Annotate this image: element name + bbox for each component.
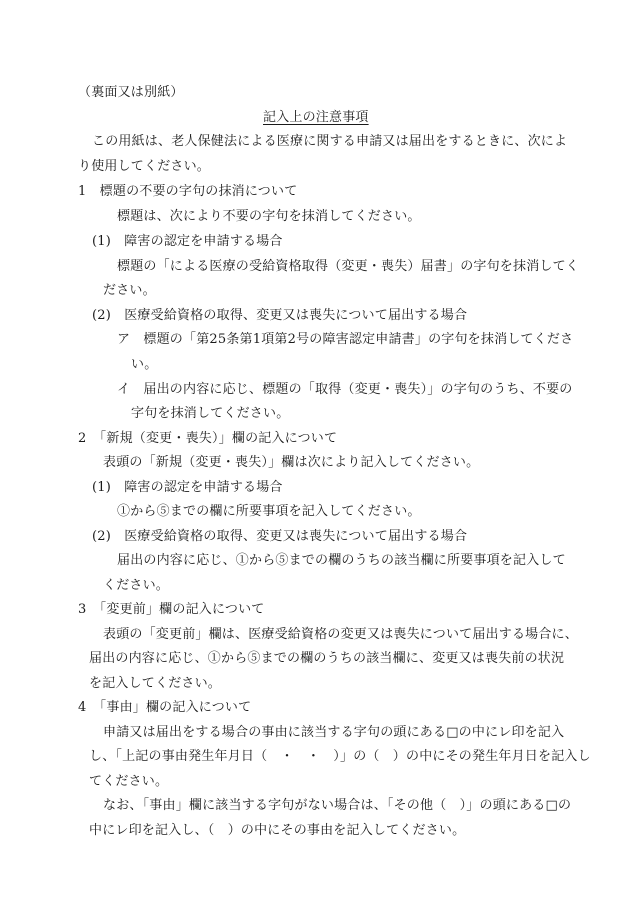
section-1-sub1-text-2: ださい。 [103, 283, 156, 298]
header-note: （裏面又は別紙） [78, 85, 184, 100]
section-1-sub1-text-1: 標題の「による医療の受給資格取得（変更・喪失）届書」の字句を抹消してく [117, 259, 580, 274]
section-3-text-1: 表頭の「変更前」欄は、医療受給資格の変更又は喪失について届出する場合に、 [103, 627, 578, 642]
intro-line-2: り使用してください。 [78, 159, 211, 174]
section-2-sub2-heading: (2) 医療受給資格の取得、変更又は喪失について届出する場合 [92, 529, 468, 544]
section-1-heading: 1 標題の不要の字句の抹消について [78, 184, 298, 199]
section-1-item-i-2: 字句を抹消してください。 [131, 406, 290, 421]
section-4-text1-3: てください。 [89, 774, 169, 789]
section-1-text: 標題は、次により不要の字句を抹消してください。 [117, 209, 421, 224]
section-2-sub1-text: ①から⑤までの欄に所要事項を記入してください。 [117, 504, 421, 519]
section-2-text: 表頭の「新規（変更・喪失）」欄は次により記入してください。 [103, 455, 480, 470]
section-2-sub1-heading: (1) 障害の認定を申請する場合 [92, 480, 283, 495]
section-1-item-a-1: ア 標題の「第25条第1項第2号の障害認定申請書」の字句を抹消してくださ [117, 332, 574, 347]
section-1-sub2-heading: (2) 医療受給資格の取得、変更又は喪失について届出する場合 [92, 308, 468, 323]
section-4-text2-2: 中にレ印を記入し、（ ）の中にその事由を記入してください。 [89, 823, 466, 838]
section-3-heading: 3 「変更前」欄の記入について [78, 602, 265, 617]
section-1-item-a-2: い。 [131, 357, 158, 372]
section-3-text-2: 届出の内容に応じ、①から⑤までの欄のうちの該当欄に、変更又は喪失前の状況 [89, 651, 565, 666]
section-3-text-3: を記入してください。 [89, 676, 222, 691]
section-1-sub1-heading: (1) 障害の認定を申請する場合 [92, 234, 283, 249]
section-4-text2-1: なお、「事由」欄に該当する字句がない場合は、「その他（ ）」の頭にある□の [103, 798, 572, 813]
section-2-sub2-text-1: 届出の内容に応じ、①から⑤までの欄のうちの該当欄に所要事項を記入して [117, 553, 566, 568]
section-4-text1-2: し、「上記の事由発生年月日（ ・ ・ ）」の（ ）の中にその発生年月日を記入し [89, 749, 591, 764]
section-4-text1-1: 申請又は届出をする場合の事由に該当する字句の頭にある□の中にレ印を記入 [103, 725, 565, 740]
section-1-item-i-1: イ 届出の内容に応じ、標題の「取得（変更・喪失）」の字句のうち、不要の [117, 382, 573, 397]
section-4-heading: 4 「事由」欄の記入について [78, 700, 252, 715]
page-title: 記入上の注意事項 [263, 110, 369, 125]
intro-line-1: この用紙は、老人保健法による医療に関する申請又は届出をするときに、次によ [92, 134, 568, 149]
section-2-sub2-text-2: ください。 [103, 578, 170, 593]
section-2-heading: 2 「新規（変更・喪失）」欄の記入について [78, 431, 338, 446]
